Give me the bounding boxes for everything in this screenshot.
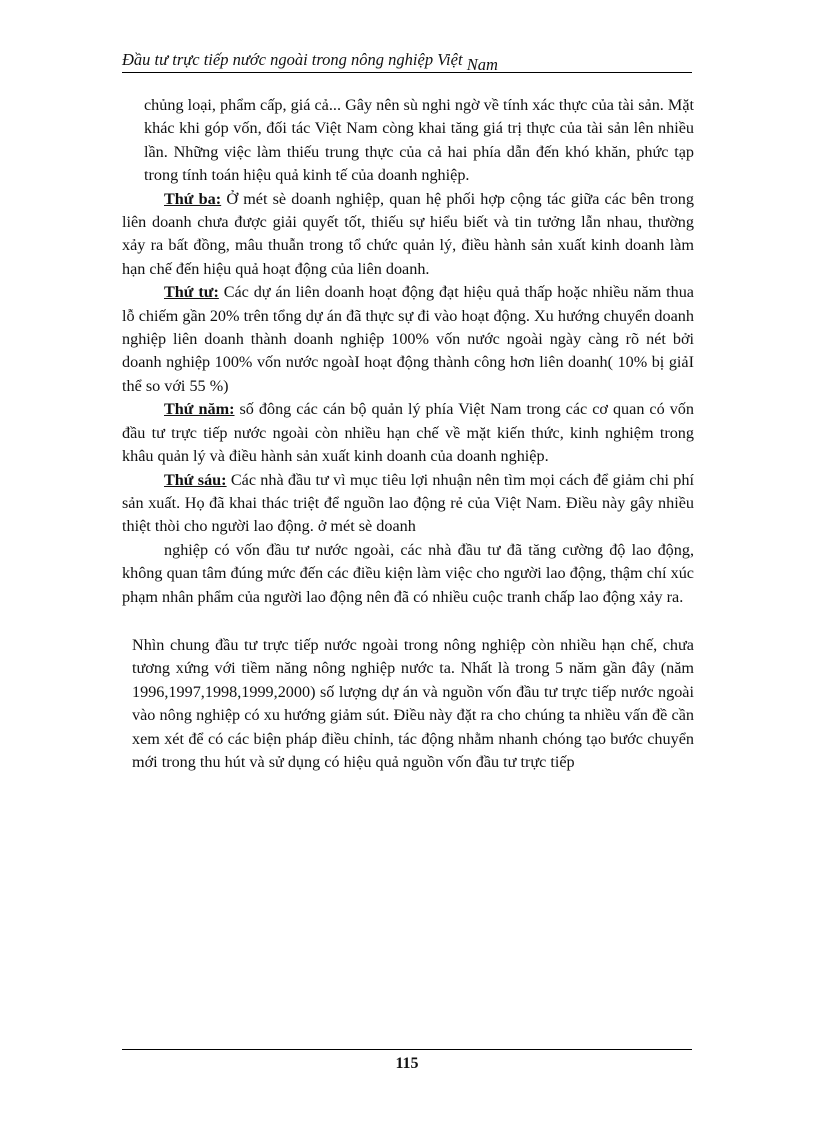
text-thu-tu: Các dự án liên doanh hoạt động đạt hiệu quả thấp hoặc nhiều năm thua lỗ chiếm gần 20% trên tổng dự án đã thực sự đi vào hoạt động. Xu hướng chuyển doanh nghiệp liên doanh thành doanh nghiệp 100% vốn nước ngoài ngày càng rõ nét bởi doanh nghiệp 100% vốn nước ngoàI hoạt động thành công hơn liên doanh( 10% bị giảI thể so với 55 %): [122, 283, 694, 395]
paragraph-thu-nam: [122, 398, 694, 468]
paragraph-thu-sau: [122, 469, 694, 539]
label-thu-tu: Thứ tư:: [164, 283, 219, 302]
running-header: [122, 50, 692, 73]
header-title: Đầu tư trực tiếp nước ngoài trong nông nghiệp Việt: [122, 50, 463, 69]
paragraph-continuation: chủng loại, phẩm cấp, giá cả... Gây nên sù nghi ngờ về tính xác thực của tài sản. Mặt khác khi góp vốn, đối tác Việt Nam còng khai tăng giá trị thực của tài sản lên nhiều lần. Những việc làm thiếu trung thực của cả hai phía dẫn đến khó khăn, phức tạp trong tính toán hiệu quả kinh tế của doanh nghiệp.: [144, 96, 694, 185]
label-thu-ba: Thứ ba:: [164, 189, 222, 208]
text-thu-nam: số đông các cán bộ quản lý phía Việt Nam trong các cơ quan có vốn đầu tư trực tiếp nước ngoài còn nhiều hạn chế về mặt kiến thức, kinh nghiệm trong khâu quản lý và điều hành sản xuất kinh doanh của doanh nghiệp.: [122, 400, 694, 466]
paragraph-summary: Nhìn chung đầu tư trực tiếp nước ngoài trong nông nghiệp còn nhiều hạn chế, chưa tương xứng với tiềm năng nông nghiệp nước ta. Nhất là trong 5 năm gần đây (năm 1996,1997,1998,1999,2000) số lượng dự án và nguồn vốn đầu tư trực tiếp nước ngoài vào nông nghiệp có xu hướng giảm sút. Điều này đặt ra cho chúng ta nhiều vấn đề cần xem xét để có các biện pháp điều chỉnh, tác động nhằm nhanh chóng tạo bước chuyển mới trong thu hút và sử dụng có hiệu quả nguồn vốn đầu tư trực tiếp: [132, 635, 694, 771]
text-thu-sau-a: Các nhà đầu tư vì mục tiêu lợi nhuận nên tìm mọi cách để giảm chi phí sản xuất. Họ đã khai thác triệt để nguồn lao động rẻ của Việt Nam. Điều này gây nhiều thiệt thòi cho người lao động. ở mét sè doanh: [122, 470, 694, 536]
paragraph-thu-sau-continued: nghiệp có vốn đầu tư nước ngoài, các nhà đầu tư đã tăng cường độ lao động, không quan tâm đúng mức đến các điều kiện làm việc cho người lao động, thậm chí xúc phạm nhân phẩm của người lao động nên đã có nhiều cuộc tranh chấp lao động xảy ra.: [122, 540, 694, 606]
paragraph-thu-ba: [122, 188, 694, 282]
paragraph-thu-tu: [122, 281, 694, 398]
text-thu-ba: Ở mét sè doanh nghiệp, quan hệ phối hợp cộng tác giữa các bên trong liên doanh chưa được giải quyết tốt, thiếu sự hiểu biết và tin tưởng lẫn nhau, thường xảy ra bất đồng, mâu thuẫn trong tổ chức quản lý, điều hành sản xuất kinh doanh làm hạn chế đến hiệu quả hoạt động của liên doanh.: [122, 189, 694, 278]
page-number: 115: [395, 1055, 419, 1072]
header-title-tail: Nam: [466, 55, 498, 74]
page-body: [122, 94, 694, 774]
label-thu-sau: Thứ sáu:: [164, 470, 227, 489]
footer-divider: [122, 1049, 692, 1050]
label-thu-nam: Thứ năm:: [164, 400, 235, 419]
